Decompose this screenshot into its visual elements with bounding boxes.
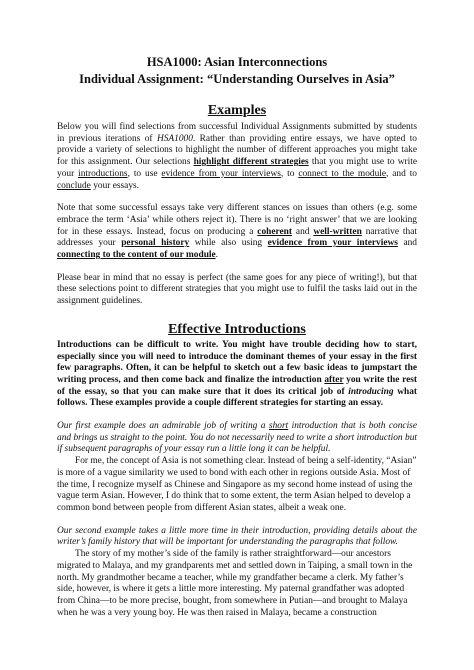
assignment-title: Individual Assignment: “Understanding Ourselves in Asia” xyxy=(79,72,395,86)
first-example-note: Our first example does an admirable job of writing a short introduction that is both concise and brings us straight to the point. You do not necessarily need to write a short introduction but if subsequent paragraphs of your essay run a little long it can be helpful. xyxy=(57,421,417,455)
second-example-note: Our second example takes a little more time in their introduction, providing details about the writer’s family history that will be important for understanding the paragraphs that follow. xyxy=(57,525,417,548)
examples-paragraph-3: Please bear in mind that no essay is perfect (the same goes for any piece of writing!), but that these selections point to different strategies that you might use to fulfil the tasks laid out in the assignment guidelines. xyxy=(57,272,417,307)
first-example-text: For me, the concept of Asia is not something clear. Instead of being a self-identity, “Asian” is more of a vague similarity we used to bond with each other in regions outside Asia. Most of the time, I recognize myself as Chinese and Singapore as my second home instead of using the vague term Asian. However, I do think that to some extent, the term Asian helped to develop a common bond between people from different Asian states, albeit a weak one. xyxy=(57,456,417,513)
introductions-guidance: Introductions can be difficult to write. You might have trouble deciding how to start, especially since you will need to introduce the dominant themes of your essay in the first few paragraphs. Often, it can be helpful to sketch out a few basic ideas to jumpstart the writing process, and then come back and finalize the introduction after you write the rest of the essay, so that you can make sure that it does its critical job of introducing what follows. These examples provide a couple different strategies for starting an essay. xyxy=(57,339,418,409)
course-title: HSA1000: Asian Interconnections xyxy=(146,55,328,69)
examples-heading: Examples xyxy=(207,103,267,118)
document-body xyxy=(57,54,417,619)
examples-paragraph-1: Below you will find selections from successful Individual Assignments submitted by students in previous iterations of HSA1000. Rather than providing entire essays, we have opted to provide a variety of selections to highlight the number of different approaches you might take for this assignment. Our selections highlight different strategies that you might use to write your introductions, to use evidence from your interviews, to connect to the module, and to conclude your essays. xyxy=(57,122,417,191)
effective-introductions-heading: Effective Introductions xyxy=(168,321,306,337)
examples-paragraph-2: Note that some successful essays take very different stances on issues than others (e.g. some embrace the term ‘Asia’ while others reject it). There is no ‘right answer’ that we are looking for in these essays. Instead, focus on producing a coherent and well-written narrative that addresses your personal history while also using evidence from your interviews and connecting to the content of our module. xyxy=(57,203,417,261)
second-example-text: The story of my mother’s side of the family is rather straightforward—our ancestors migrated to Malaya, and my grandparents met and settled down in Taiping, a small town in the north. My grandmother became a teacher, while my grandfather became a clerk. My father’s side, however, is where it gets a little more interesting. My paternal grandfather was adopted from China—to be more precise, bought, from somewhere in Putian—and brought to Malaya when he was a very young boy. He was then raised in Malaya, became a construction xyxy=(57,549,413,618)
